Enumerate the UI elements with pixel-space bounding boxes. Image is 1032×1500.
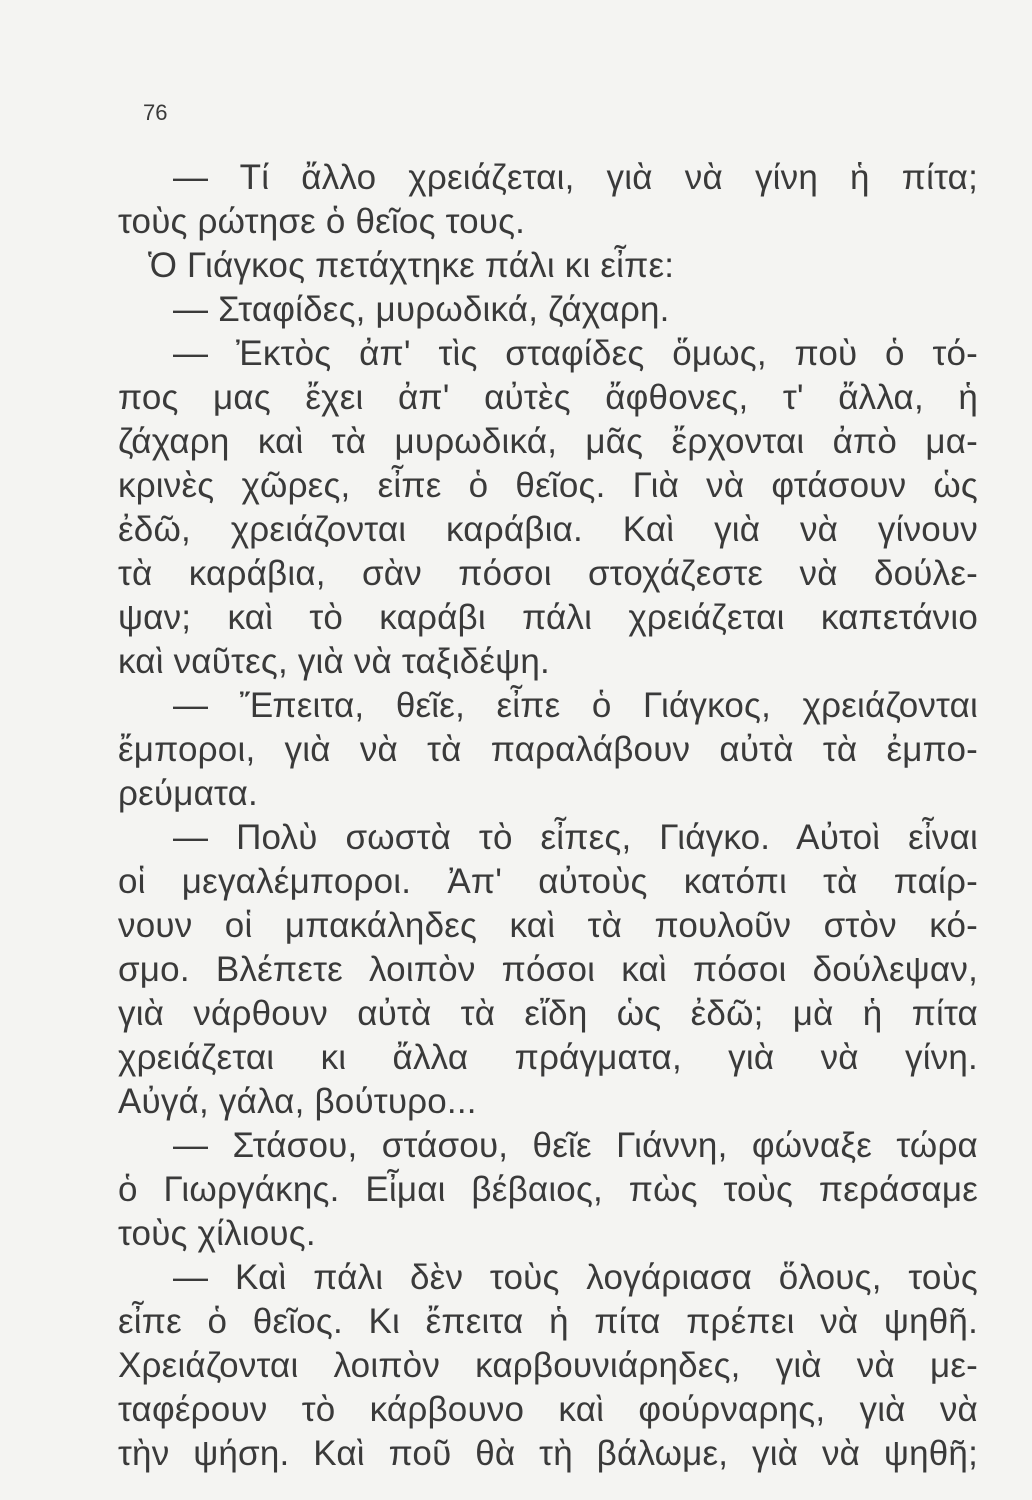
text-line: σμο. Βλέπετε λοιπὸν πόσοι καὶ πόσοι δούλεψαν, [118,950,978,989]
text-line: — Τί ἄλλο χρειάζεται, γιὰ νὰ γίνη ἡ πίτα; [173,158,978,197]
text-line: τὰ καράβια, σὰν πόσοι στοχάζεστε νὰ δούλε- [118,554,978,593]
text-line: — Καὶ πάλι δὲν τοὺς λογάριασα ὅλους, τοὺς [173,1258,978,1297]
text-line: ψαν; καὶ τὸ καράβι πάλι χρειάζεται καπετάνιο [118,598,978,637]
text-line: ρεύματα. [118,774,258,813]
text-line: — Στάσου, στάσου, θεῖε Γιάννη, φώναξε τώρα [173,1126,978,1165]
text-line: τὴν ψήση. Καὶ ποῦ θὰ τὴ βάλωμε, γιὰ νὰ ψηθῆ; [118,1434,978,1473]
text-line: Αὐγά, γάλα, βούτυρο... [118,1082,477,1121]
text-line: ὁ Γιωργάκης. Εἶμαι βέβαιος, πὼς τοὺς περάσαμε [118,1170,978,1209]
text-line: ζάχαρη καὶ τὰ μυρωδικά, μᾶς ἔρχονται ἀπὸ μα- [118,422,978,461]
text-line: — Σταφίδες, μυρωδικά, ζάχαρη. [173,290,670,329]
text-line: οἱ μεγαλέμποροι. Ἀπ' αὐτοὺς κατόπι τὰ παίρ- [118,862,978,901]
text-line: τοὺς χίλιους. [118,1214,316,1253]
text-line: γιὰ νάρθουν αὐτὰ τὰ εἴδη ὡς ἐδῶ; μὰ ἡ πίτα [118,994,978,1033]
text-line: Ὁ Γιάγκος πετάχτηκε πάλι κι εἶπε: [148,246,675,285]
text-line: ἔμποροι, γιὰ νὰ τὰ παραλάβουν αὐτὰ τὰ ἐμπο- [118,730,978,769]
text-line: χρειάζεται κι ἄλλα πράγματα, γιὰ νὰ γίνη. [118,1038,978,1077]
text-line: νουν οἱ μπακάληδες καὶ τὰ πουλοῦν στὸν κό- [118,906,978,945]
text-line: πος μας ἔχει ἀπ' αὐτὲς ἄφθονες, τ' ἄλλα, ἡ [118,378,978,417]
text-line: κρινὲς χῶρες, εἶπε ὁ θεῖος. Γιὰ νὰ φτάσουν ὡς [118,466,978,505]
text-line: — Ἔπειτα, θεῖε, εἶπε ὁ Γιάγκος, χρειάζονται [173,686,978,725]
text-line: καὶ ναῦτες, γιὰ νὰ ταξιδέψη. [118,642,550,681]
page-number: 76 [143,100,168,125]
text-line: εἶπε ὁ θεῖος. Κι ἔπειτα ἡ πίτα πρέπει νὰ ψηθῆ. [118,1302,978,1341]
text-line: τοὺς ρώτησε ὁ θεῖος τους. [118,202,526,241]
text-line: Χρειάζονται λοιπὸν καρβουνιάρηδες, γιὰ νὰ με- [118,1346,978,1385]
text-line: — Ἐκτὸς ἀπ' τὶς σταφίδες ὅμως, ποὺ ὁ τό- [173,334,978,373]
text-line: — Πολὺ σωστὰ τὸ εἶπες, Γιάγκο. Αὐτοὶ εἶναι [173,818,978,857]
text-line: ἐδῶ, χρειάζονται καράβια. Καὶ γιὰ νὰ γίνουν [118,510,978,549]
text-line: ταφέρουν τὸ κάρβουνο καὶ φούρναρης, γιὰ νὰ [118,1390,978,1429]
